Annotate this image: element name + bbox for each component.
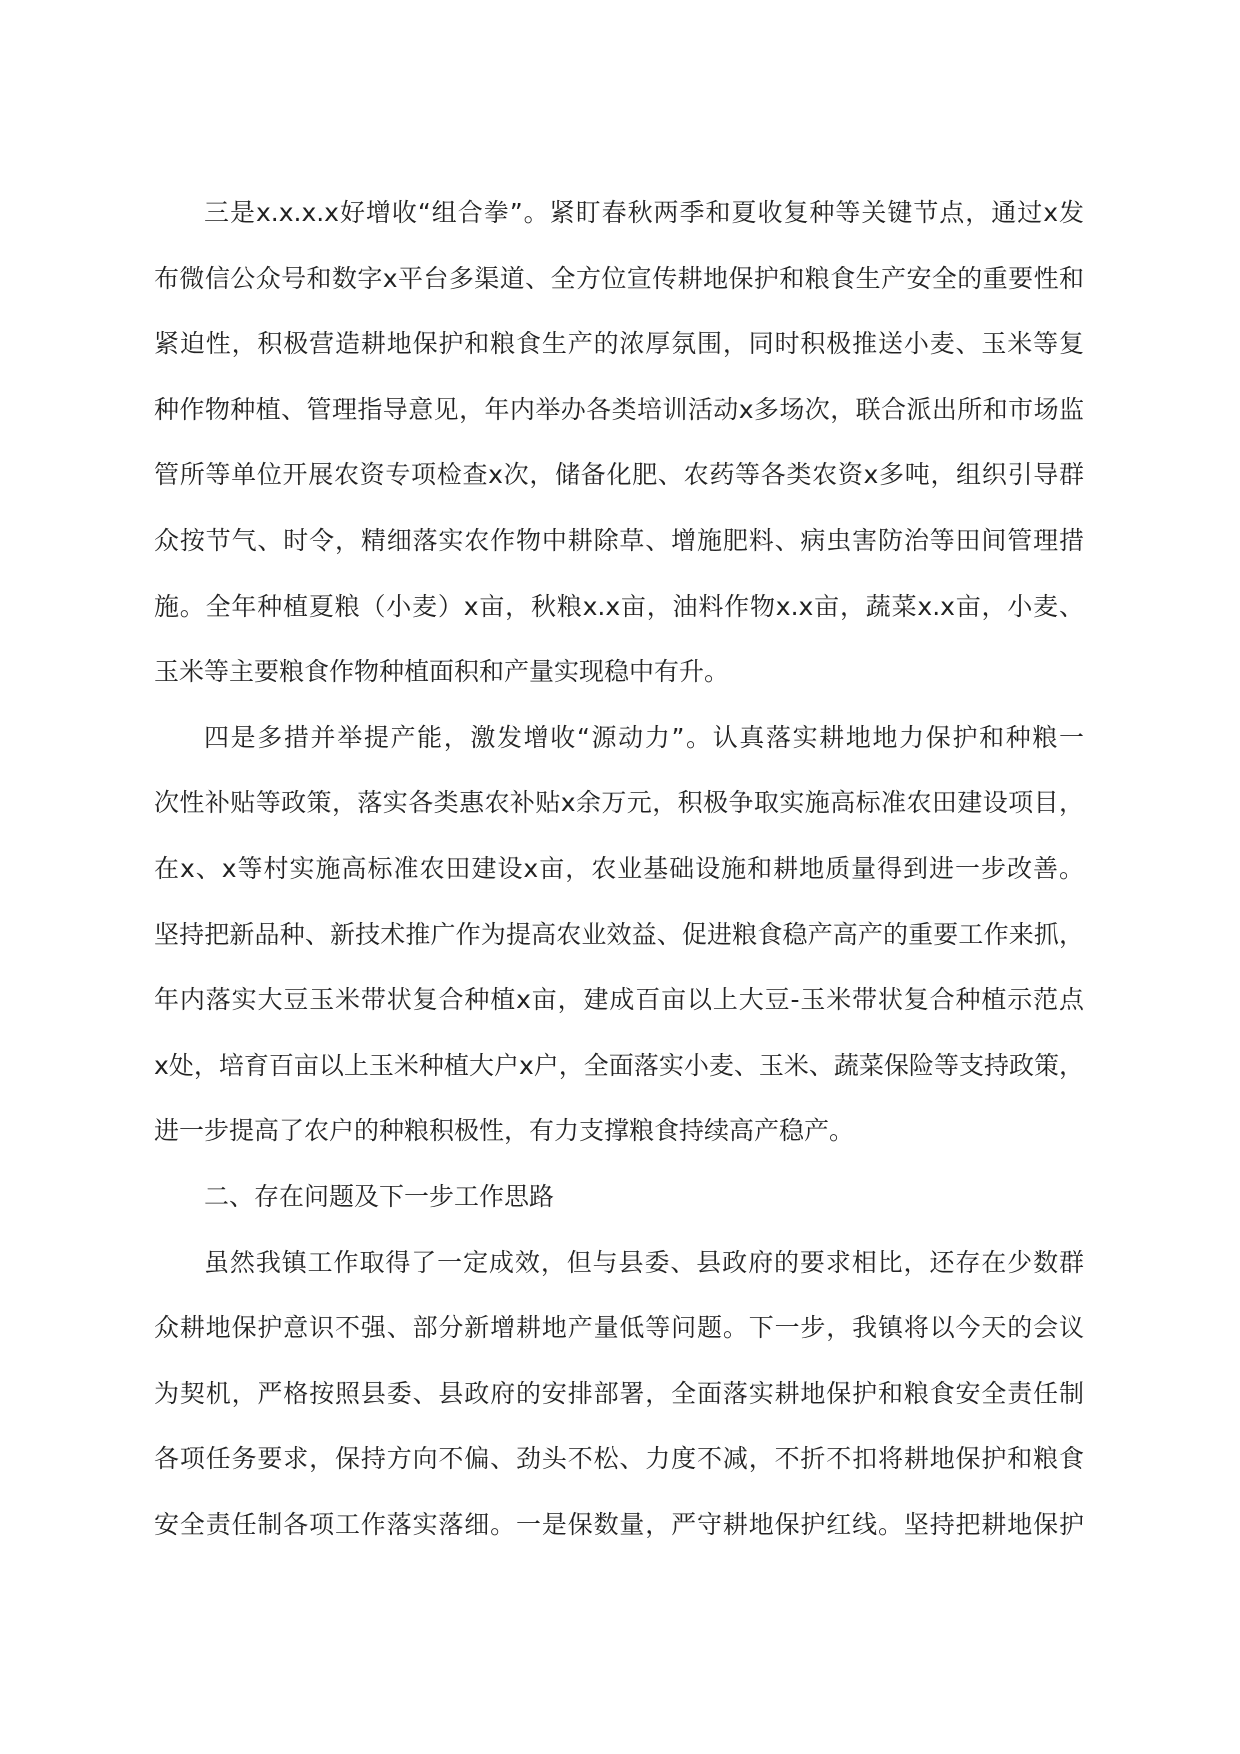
text-line: 众按节气、时令，精细落实农作物中耕除草、增施肥料、病虫害防治等田间管理措 [154,525,1084,555]
text-line: 种作物种植、管理指导意见，年内举办各类培训活动x多场次，联合派出所和市场监 [154,394,1084,424]
text-line: 年内落实大豆玉米带状复合种植x亩，建成百亩以上大豆-玉米带状复合种植示范点 [154,985,1084,1015]
text-line: 四是多措并举提产能，激发增收“源动力”。认真落实耕地地力保护和种粮一 [204,722,1084,752]
text-line: 各项任务要求，保持方向不偏、劲头不松、力度不减，不折不扣将耕地保护和粮食 [154,1444,1084,1474]
text-line: 在x、x等村实施高标准农田建设x亩，农业基础设施和耕地质量得到进一步改善。 [154,853,1084,883]
text-line: 布微信公众号和数字x平台多渠道、全方位宣传耕地保护和粮食生产安全的重要性和 [154,263,1084,293]
paragraph-capacity [154,705,1084,1164]
text-line: 为契机，严格按照县委、县政府的安排部署，全面落实耕地保护和粮食安全责任制 [154,1378,1084,1408]
text-line: 进一步提高了农户的种粮积极性，有力支撑粮食持续高产稳产。 [154,1116,855,1146]
text-line: 紧迫性，积极营造耕地保护和粮食生产的浓厚氛围，同时积极推送小麦、玉米等复 [154,329,1084,359]
text-line: 虽然我镇工作取得了一定成效，但与县委、县政府的要求相比，还存在少数群 [204,1247,1084,1277]
text-line: 安全责任制各项工作落实落细。一是保数量，严守耕地保护红线。坚持把耕地保护 [154,1509,1084,1539]
text-line: 三是x.x.x.x好增收“组合拳”。紧盯春秋两季和夏收复种等关键节点，通过x发 [204,198,1084,227]
text-line: x处，培育百亩以上玉米种植大户x户，全面落实小麦、玉米、蔬菜保险等支持政策， [154,1050,1084,1080]
document-body [154,180,1084,1557]
section-heading [154,1164,1084,1230]
text-line: 管所等单位开展农资专项检查x次，储备化肥、农药等各类农资x多吨，组织引导群 [154,460,1084,490]
text-line: 坚持把新品种、新技术推广作为提高农业效益、促进粮食稳产高产的重要工作来抓， [154,919,1084,949]
text-line: 次性补贴等政策，落实各类惠农补贴x余万元，积极争取实施高标准农田建设项目， [154,788,1084,818]
heading-line: 二、存在问题及下一步工作思路 [204,1181,555,1211]
text-line: 施。全年种植夏粮（小麦）x亩，秋粮x.x亩，油料作物x.x亩，蔬菜x.x亩，小麦、 [154,591,1084,621]
text-line: 玉米等主要粮食作物种植面积和产量实现稳中有升。 [154,657,730,687]
paragraph-next-steps [154,1230,1084,1558]
text-line: 众耕地保护意识不强、部分新增耕地产量低等问题。下一步，我镇将以今天的会议 [154,1313,1084,1343]
paragraph-grain-increase [154,180,1084,705]
